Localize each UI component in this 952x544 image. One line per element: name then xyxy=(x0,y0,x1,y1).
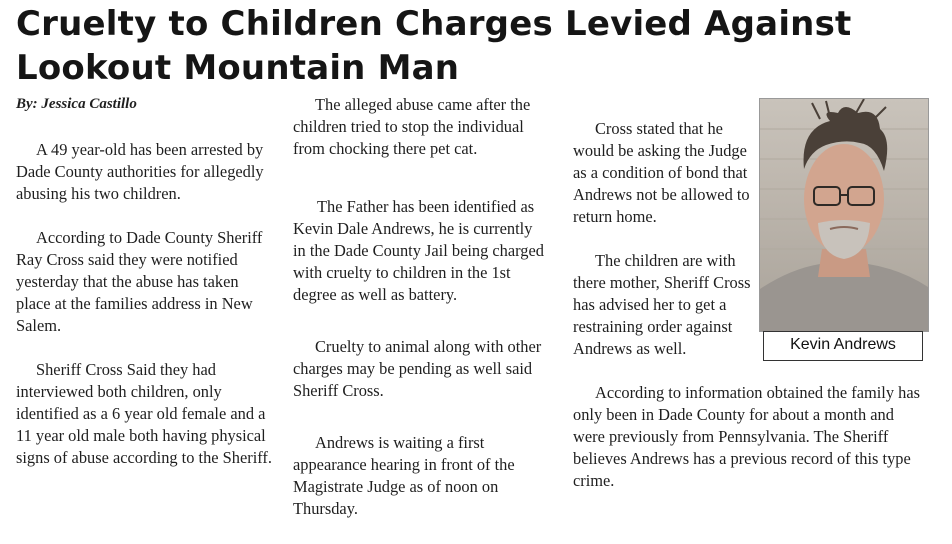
paragraph: According to information obtained the family has only been in Dade County for about a month and were previously from Pennsylvania. The Sheriff believes Andrews has a previous record of this type crime. xyxy=(573,383,920,490)
paragraph: The children are with there mother, Sheriff Cross has advised her to get a restraining order against Andrews as well. xyxy=(573,251,751,358)
headline: Cruelty to Children Charges Levied Against Lookout Mountain Man xyxy=(16,4,852,88)
paragraph: According to Dade County Sheriff Ray Cross said they were notified yesterday that the abuse has taken place at the families address in New Salem. xyxy=(16,228,263,335)
paragraph: Andrews is waiting a first appearance hearing in front of the Magistrate Judge as of noon on Thursday. xyxy=(293,433,515,518)
byline: By: Jessica Castillo xyxy=(16,96,137,112)
mugshot-photo xyxy=(759,98,929,332)
paragraph: The alleged abuse came after the children tried to stop the individual from chocking there pet cat. xyxy=(293,95,531,158)
column-1 xyxy=(16,93,274,469)
paragraph: Cruelty to animal along with other charges may be pending as well said Sheriff Cross. xyxy=(293,337,542,400)
paragraph: Cross stated that he would be asking the Judge as a condition of bond that Andrews not be allowed to return home. xyxy=(573,119,750,226)
paragraph: A 49 year-old has been arrested by Dade County authorities for allegedly abusing his two children. xyxy=(16,140,264,203)
photo-caption: Kevin Andrews xyxy=(763,331,923,361)
paragraph: The Father has been identified as Kevin Dale Andrews, he is currently in the Dade County Jail being charged with cruelty to children in the 1st degree as well as battery. xyxy=(293,197,544,304)
column-2 xyxy=(293,94,548,520)
paragraph: Sheriff Cross Said they had interviewed both children, only identified as a 6 year old female and a 11 year old male both having physical signs of abuse according to the Sheriff. xyxy=(16,360,272,467)
